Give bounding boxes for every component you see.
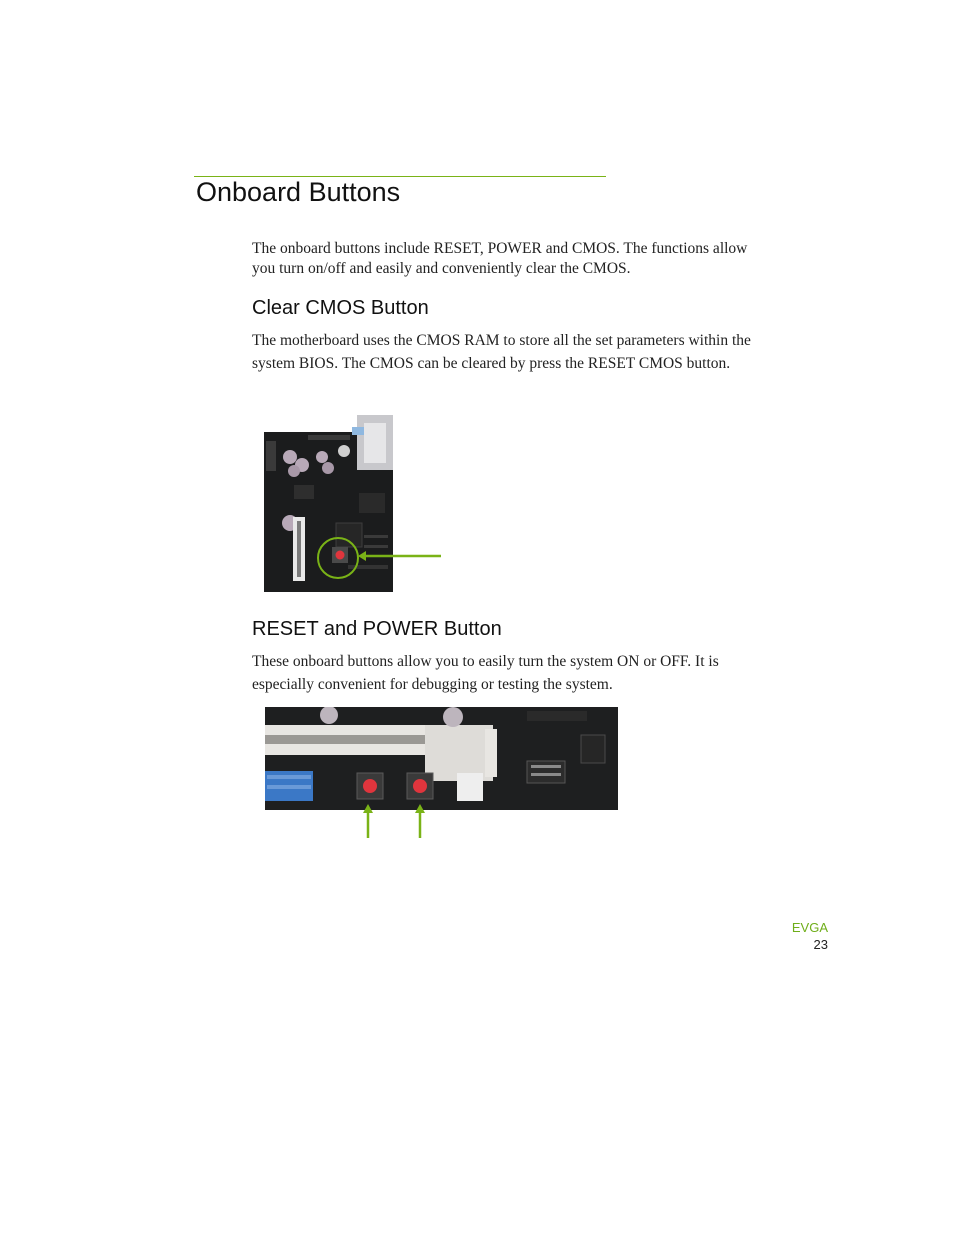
cmos-button-photo <box>264 415 442 592</box>
reset-power-paragraph: These onboard buttons allow you to easily turn the system ON or OFF. It is especially convenient for debugging or testing the system. <box>252 653 719 693</box>
cmos-heading: Clear CMOS Button <box>252 297 429 319</box>
page-title: Onboard Buttons <box>196 177 401 207</box>
reset-power-heading: RESET and POWER Button <box>252 618 502 640</box>
intro-paragraph: The onboard buttons include RESET, POWER and CMOS. The functions allow you turn on/off and easily and conveniently clear the CMOS. <box>252 240 748 277</box>
page-number: 23 <box>813 937 828 952</box>
footer-brand: EVGA <box>791 920 828 935</box>
cmos-paragraph: The motherboard uses the CMOS RAM to store all the set parameters within the system BIOS. The CMOS can be cleared by press the RESET CMOS button. <box>252 332 751 372</box>
reset-power-buttons-photo <box>265 707 619 841</box>
